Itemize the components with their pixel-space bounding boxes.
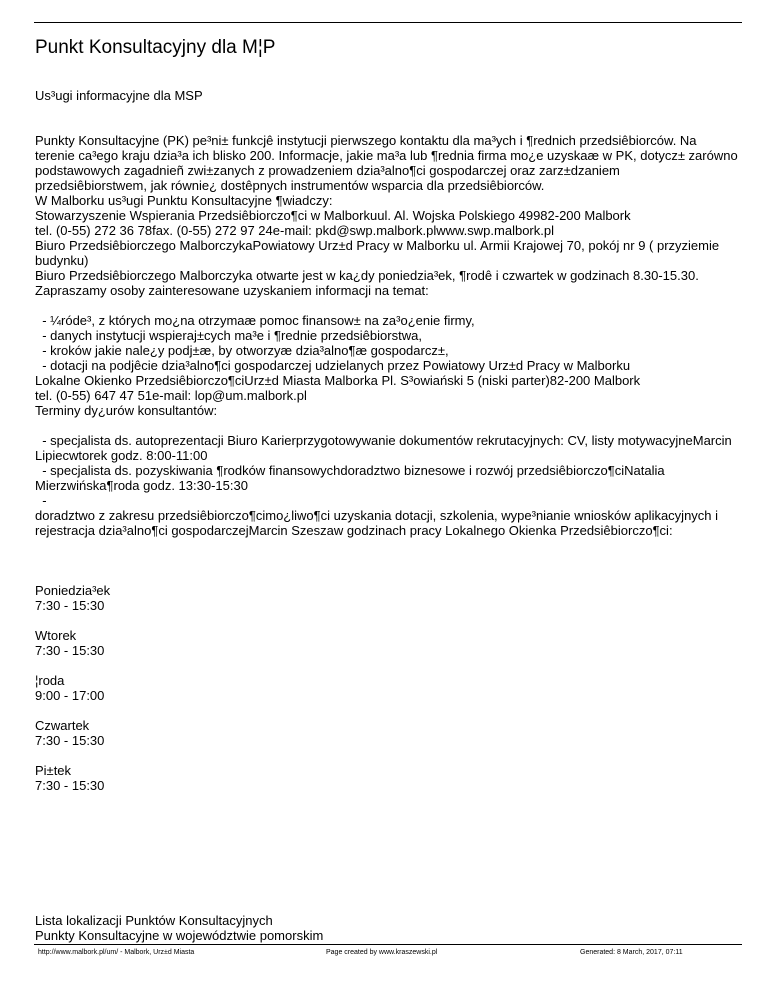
consultants-section <box>35 433 735 538</box>
consultant-line: - <box>35 493 47 508</box>
intro-line: W Malborku us³ugi Punktu Konsultacyjne ¶wiadczy: <box>35 193 333 208</box>
spacer <box>35 538 735 583</box>
intro-line: Punkty Konsultacyjne (PK) pe³ni± funkcjê instytucji pierwszego kontaktu dla ma³ych i ¶rednich przedsiêbiorców. Na <box>35 133 697 148</box>
intro-line: Biuro Przedsiêbiorczego Malborczyka otwarte jest w ka¿dy poniedzia³ek, ¶rodê i czwartek w godzinach 8.30-15.30. <box>35 268 699 283</box>
topics-section <box>35 313 735 418</box>
topic-item: - dotacji na podjêcie dzia³alno¶ci gospodarczej udzielanych przez Powiatowy Urz±d Pracy w Malborku <box>35 358 631 373</box>
spacer <box>35 748 735 763</box>
office-address: Lokalne Okienko Przedsiêbiorczo¶ciUrz±d Miasta Malborka Pl. S³owiański 5 (niski parter)82-200 Malbork <box>35 373 641 388</box>
schedule-list <box>35 583 735 793</box>
spacer <box>35 703 735 718</box>
consultant-line: - specjalista ds. autoprezentacji Biuro Karierprzygotowywanie dokumentów rekrutacyjnych: CV, listy motywacyjneMarcin <box>35 433 732 448</box>
topic-item: - kroków jakie nale¿y podj±æ, by otworzyæ dzia³alno¶æ gospodarcz±, <box>35 343 449 358</box>
footer-credit: Page created by www.kraszewski.pl <box>326 949 438 956</box>
spacer <box>35 658 735 673</box>
spacer <box>35 103 735 133</box>
topic-item: - ¼róde³, z których mo¿na otrzymaæ pomoc finansow± na za³o¿enie firmy, <box>35 313 475 328</box>
intro-line: terenie ca³ego kraju dzia³a ich blisko 200. Informacje, jakie ma³a lub ¶rednia firma mo¿e uzyskaæ w PK, dotycz± zarówno <box>35 148 738 163</box>
intro-line: Zapraszamy osoby zainteresowane uzyskaniem informacji na temat: <box>35 283 429 298</box>
intro-line: tel. (0-55) 272 36 78fax. (0-55) 272 97 24e-mail: pkd@swp.malbork.plwww.swp.malbork.pl <box>35 223 554 238</box>
consultant-line: Lipiecwtorek godz. 8:00-11:00 <box>35 448 208 463</box>
intro-line: podstawowych zagadnieñ zwi±zanych z prowadzeniem dzia³alno¶ci gospodarczej oraz zarz±dzaniem <box>35 163 620 178</box>
office-contact: tel. (0-55) 647 47 51e-mail: lop@um.malbork.pl <box>35 388 307 403</box>
intro-line: przedsiêbiorstwem, jak równie¿ dostêpnych instrumentów wsparcia dla przedsiêbiorców. <box>35 178 545 193</box>
consultant-line: doradztwo z zakresu przedsiêbiorczo¶cimo¿liwo¶ci uzyskania dotacji, szkolenia, wype³nianie wniosków aplikacyjnych i <box>35 508 719 523</box>
schedule-item <box>35 628 735 658</box>
spacer <box>35 613 735 628</box>
schedule-hours: 7:30 - 15:30 <box>35 778 105 793</box>
schedule-item <box>35 718 735 748</box>
schedule-day: Poniedzia³ek <box>35 583 111 598</box>
links-section <box>35 913 735 943</box>
topic-item: - danych instytucji wspieraj±cych ma³e i ¶rednie przedsiêbiorstwa, <box>35 328 422 343</box>
consultant-line: rejestracja dzia³alno¶ci gospodarczejMarcin Szeszaw godzinach pracy Lokalnego Okienka Przedsiêbiorczo¶ci: <box>35 523 673 538</box>
schedule-day: Czwartek <box>35 718 90 733</box>
schedule-hours: 7:30 - 15:30 <box>35 643 105 658</box>
schedule-item <box>35 583 735 613</box>
footer-generated: Generated: 8 March, 2017, 07:11 <box>580 949 683 956</box>
schedule-item <box>35 763 735 793</box>
consultant-line: Mierzwińska¶roda godz. 13:30-15:30 <box>35 478 248 493</box>
intro-line: Stowarzyszenie Wspierania Przedsiêbiorczo¶ci w Malborkuul. Al. Wojska Polskiego 49982-200 Malbork <box>35 208 631 223</box>
top-rule <box>34 22 742 23</box>
intro-section <box>35 133 738 298</box>
bottom-rule <box>34 944 742 945</box>
schedule-hours: 9:00 - 17:00 <box>35 688 105 703</box>
intro-line: Biuro Przedsiêbiorczego MalborczykaPowiatowy Urz±d Pracy w Malborku ul. Armii Krajowej 70, pokój nr 9 ( przyziemie <box>35 238 720 253</box>
schedule-item <box>35 673 735 703</box>
footer-source-url[interactable]: http://www.malbork.pl/um/ - Malbork, Urz±d Miasta <box>38 949 195 956</box>
consultant-line: - specjalista ds. pozyskiwania ¶rodków finansowychdoradztwo biznesowe i rozwój przedsiêbiorczo¶ciNatalia <box>35 463 665 478</box>
schedule-hours: 7:30 - 15:30 <box>35 598 105 613</box>
link-local-points[interactable]: Lista lokalizacji Punktów Konsultacyjnych <box>35 913 273 928</box>
page-content <box>35 88 738 943</box>
consultants-heading: Terminy dy¿urów konsultantów: <box>35 403 218 418</box>
intro-line: budynku) <box>35 253 89 268</box>
page-title: Punkt Konsultacyjny dla M¦P <box>35 37 276 58</box>
schedule-hours: 7:30 - 15:30 <box>35 733 105 748</box>
subtitle: Us³ugi informacyjne dla MSP <box>35 88 203 103</box>
spacer <box>35 418 735 433</box>
spacer <box>35 793 735 913</box>
schedule-day: Pi±tek <box>35 763 72 778</box>
spacer <box>35 298 735 313</box>
schedule-day: Wtorek <box>35 628 77 643</box>
schedule-day: ¦roda <box>35 673 65 688</box>
link-pomorskie-points[interactable]: Punkty Konsultacyjne w województwie pomorskim <box>35 928 324 943</box>
